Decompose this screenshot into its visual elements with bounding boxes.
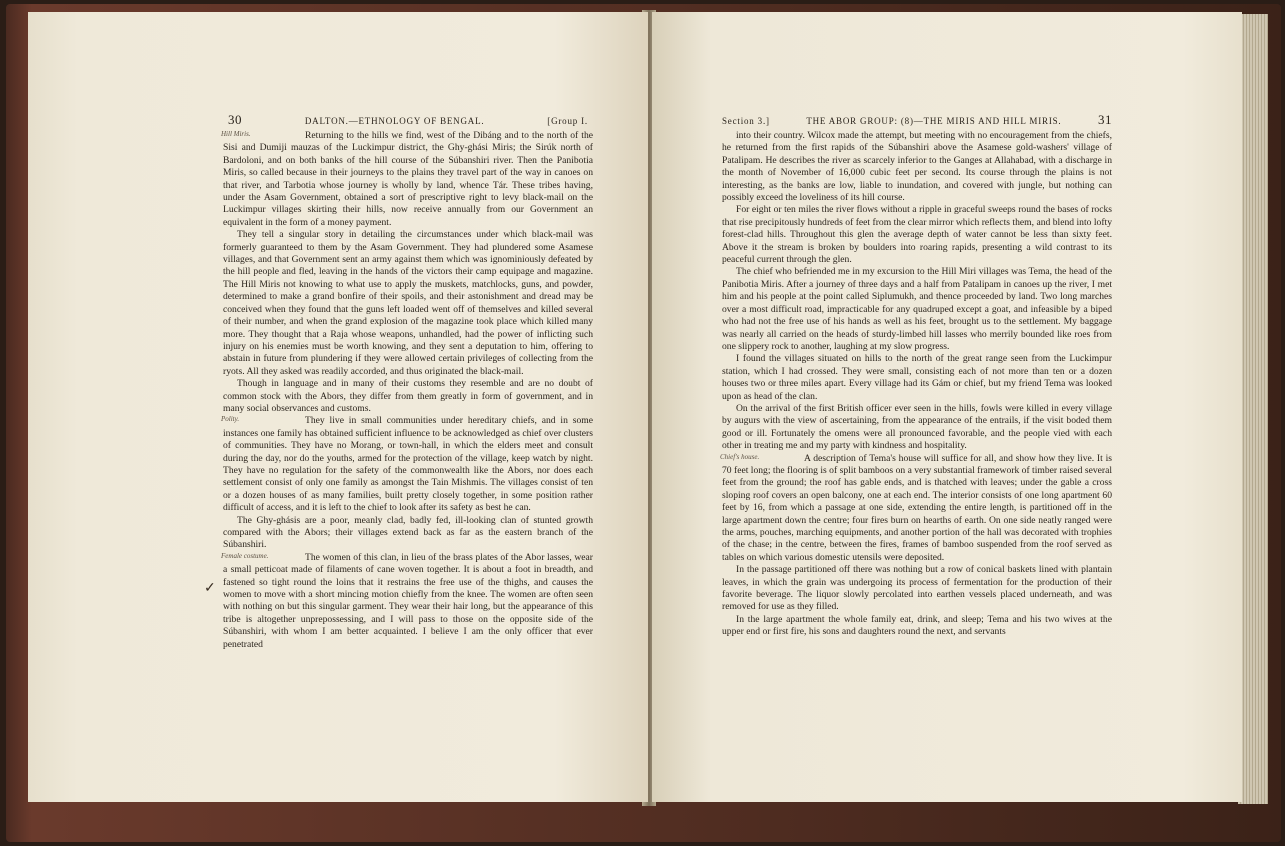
right-running-head [722, 112, 1112, 128]
book [6, 4, 1281, 842]
paragraph: Polity. They live in small communities under hereditary chiefs, and in some instances one family has obtained sufficient influence to be acknowledged as chief over clusters of communities. They have no Morang, or town-hall, in which the elders meet and consult during the day, nor do the youths, armed for the protection of the village, keep watch by night. They have no regulation for the safety of the commonwealth like the Abors, nor does each settlement consist of only one family as amongst the Tain Mishmis. The villages consist of ten or a dozen houses of as many families, built pretty closely together, in some position rather difficult of access, and it is left to the chief to look after its safety as best he can. [221, 415, 593, 514]
left-text-block [223, 130, 593, 651]
paragraph: Female costume. The women of this clan, in lieu of the brass plates of the Abor lasses, wear a small petticoat made of filaments of cane woven together. It is about a foot in breadth, and fastened so tight round the loins that it restrains the free use of the thighs, and causes the women to move with a short mincing motion chiefly from the knee. The women are often seen with nothing on but this singular garment. They wear their hair long, but the appearance of this tribe is altogether unprepossessing, and I will pass to those on the opposite side of the Súbanshiri, with whom I am better acquainted. I believe I am the only officer that ever penetrated [221, 551, 593, 650]
left-running-title: DALTON.—ETHNOLOGY OF BENGAL. [304, 116, 485, 126]
left-page [28, 12, 648, 802]
left-chapter-ref: [Group I. [547, 116, 588, 126]
paragraph: into their country. Wilcox made the attempt, but meeting with no encouragement from the chiefs, he returned from the first rapids of the Súbanshiri above the Asamese gold-washers' village of Patalipam. He describes the river as scarcely inferior to the Ganges at Allahabad, with a discharge in the month of November of 16,000 cubic feet per second. Its course through the plains is not interesting, as the banks are low, liable to inundation, and covered with jungle, but nothing can possibly exceed the loveliness of its hill course. [722, 130, 1112, 204]
sidenote: Polity. [221, 415, 240, 424]
sidenote: Chief's house. [720, 452, 760, 461]
sidenote: Female costume. [221, 551, 269, 560]
sidenote: Hill Miris. [221, 130, 251, 138]
margin-check-mark: ✓ [204, 581, 216, 596]
right-running-title: THE ABOR GROUP: (8)—THE MIRIS AND HILL MIRIS. [806, 116, 1062, 126]
left-page-number: 30 [228, 112, 242, 127]
paragraph: They tell a singular story in detailing the circumstances under which black-mail was formerly guaranteed to them by the Asam Government. They had plundered some Asamese villages, and that Government sent an army against them which was ignominiously defeated by the hill people and fled, leaving in the hands of the victors their camp equipage and magazine. The Hill Miris not knowing to what use to apply the muskets, matchlocks, guns, and powder, determined to make a grand bonfire of their spoils, and their astonishment and dread may be conceived when they found that the guns left loaded went off of themselves and killed several of their number, and when the grand explosion of the magazine took place which killed many more. They thought that a Raja whose weapons, unhandled, had the power of inflicting such injury on his enemies must be worth knowing, and they sent a deputation to him, offering to abstain in future from plundering if they were allowed certain privileges of collecting from the ryots. All they asked was readily accorded, and thus originated the black-mail. [223, 229, 593, 377]
page-edges [1238, 14, 1268, 804]
paragraph: In the passage partitioned off there was nothing but a row of conical baskets lined with plantain leaves, in which the grain was undergoing its process of fermentation for the production of their favorite beverage. The liquor slowly percolated into earthen vessels placed underneath, and was removed for use as they filled. [722, 564, 1112, 613]
paragraph: Hill Miris. Returning to the hills we find, west of the Dibáng and to the north of the Sisi and Dumiji mauzas of the Luckimpur district, the Ghy-ghási Miris; the Sirúk north of Bardoloni, and on both banks of the hill course of the Súbanshiri river. Then the Panibotia Miris, so called because in their journeys to the plains they travel part of the way in canoes on that river, and Tarbotia whose journey is wholly by land, whence Tár. These tribes having, under the Asam Government, obtained a sort of prescriptive right to levy black-mail on the Luckimpur villages skirting their hills, now receive annually from our Government an equivalent in the form of a money payment. [221, 130, 593, 228]
paragraph: The chief who befriended me in my excursion to the Hill Miri villages was Tema, the head of the Panibotia Miris. After a journey of three days and a half from Patalipam in canoes up the river, I met him and his people at the point called Siplumukh, and thence proceeded by land. Two long marches over a most difficult road, impracticable for any quadruped except a goat, and infeasible by a biped who had not the free use of his hands as well as his feet, brought us to the settlement. My baggage was nearly all carried on the heads of sturdy-limbed hill lasses who merrily bounded like roes from one slippery rock to another, laughing at my slow progress. [722, 266, 1112, 352]
paragraph: I found the villages situated on hills to the north of the great range seen from the Luckimpur station, which I had crossed. They were small, consisting each of not more than ten or a dozen houses two or three miles apart. Every village had its Gám or chief, but my friend Tema was looked upon as head of the clan. [722, 353, 1112, 402]
right-text-block [722, 130, 1112, 639]
right-section-ref: Section 3.] [722, 116, 770, 126]
right-page-number: 31 [1098, 112, 1112, 127]
paragraph: Though in language and in many of their customs they resemble and are no doubt of common stock with the Abors, they differ from them greatly in form of government, and in many social observances and customs. [223, 378, 593, 414]
right-page [652, 12, 1242, 802]
paragraph: In the large apartment the whole family eat, drink, and sleep; Tema and his two wives at the upper end or first fire, his sons and daughters round the next, and servants [722, 613, 1112, 638]
paragraph: Chief's house. A description of Tema's house will suffice for all, and show how they live. It is 70 feet long; the flooring is of split bamboos on a very substantial framework of timber raised several feet from the ground; the roof has gable ends, and is thatched with leaves; under the gable a cross sloping roof covers an open balcony, one at each end. The interior consists of one long apartment 60 feet by 16, from which a passage at one side, extending the entire length, is partitioned off in the large apartment down the centre; four fires burn on hearths of earth. On one side neatly ranged were the arms, pouches, marching equipments, and another portion of the hall was decorated with trophies of the chase; in the centre, between the fires, frames of bamboo suspended from the roof served as tables on which various domestic utensils were deposited. [720, 452, 1112, 563]
paragraph: For eight or ten miles the river flows without a ripple in graceful sweeps round the bases of rocks that rise precipitously hundreds of feet from the clear mirror which reflects them, and blend into lofty forest-clad hills. Throughout this glen the average depth of water cannot be less than sixty feet. Above it the stream is broken by boulders into roaring rapids, presenting a wild contrast to its peaceful current through the glen. [722, 204, 1112, 266]
left-running-head [228, 112, 588, 128]
paragraph: On the arrival of the first British officer ever seen in the hills, fowls were killed in every village by augurs with the view of ascertaining, from the appearance of the entrails, if the visit boded them good or ill. Fortunately the omens were all pronounced favorable, and the people vied with each other in treating me and my party with kindness and hospitality. [722, 402, 1112, 452]
paragraph: The Ghy-ghásis are a poor, meanly clad, badly fed, ill-looking clan of stunted growth compared with the Abors; their villages extend back as far as the eastern branch of the Súbanshiri. [223, 514, 593, 551]
